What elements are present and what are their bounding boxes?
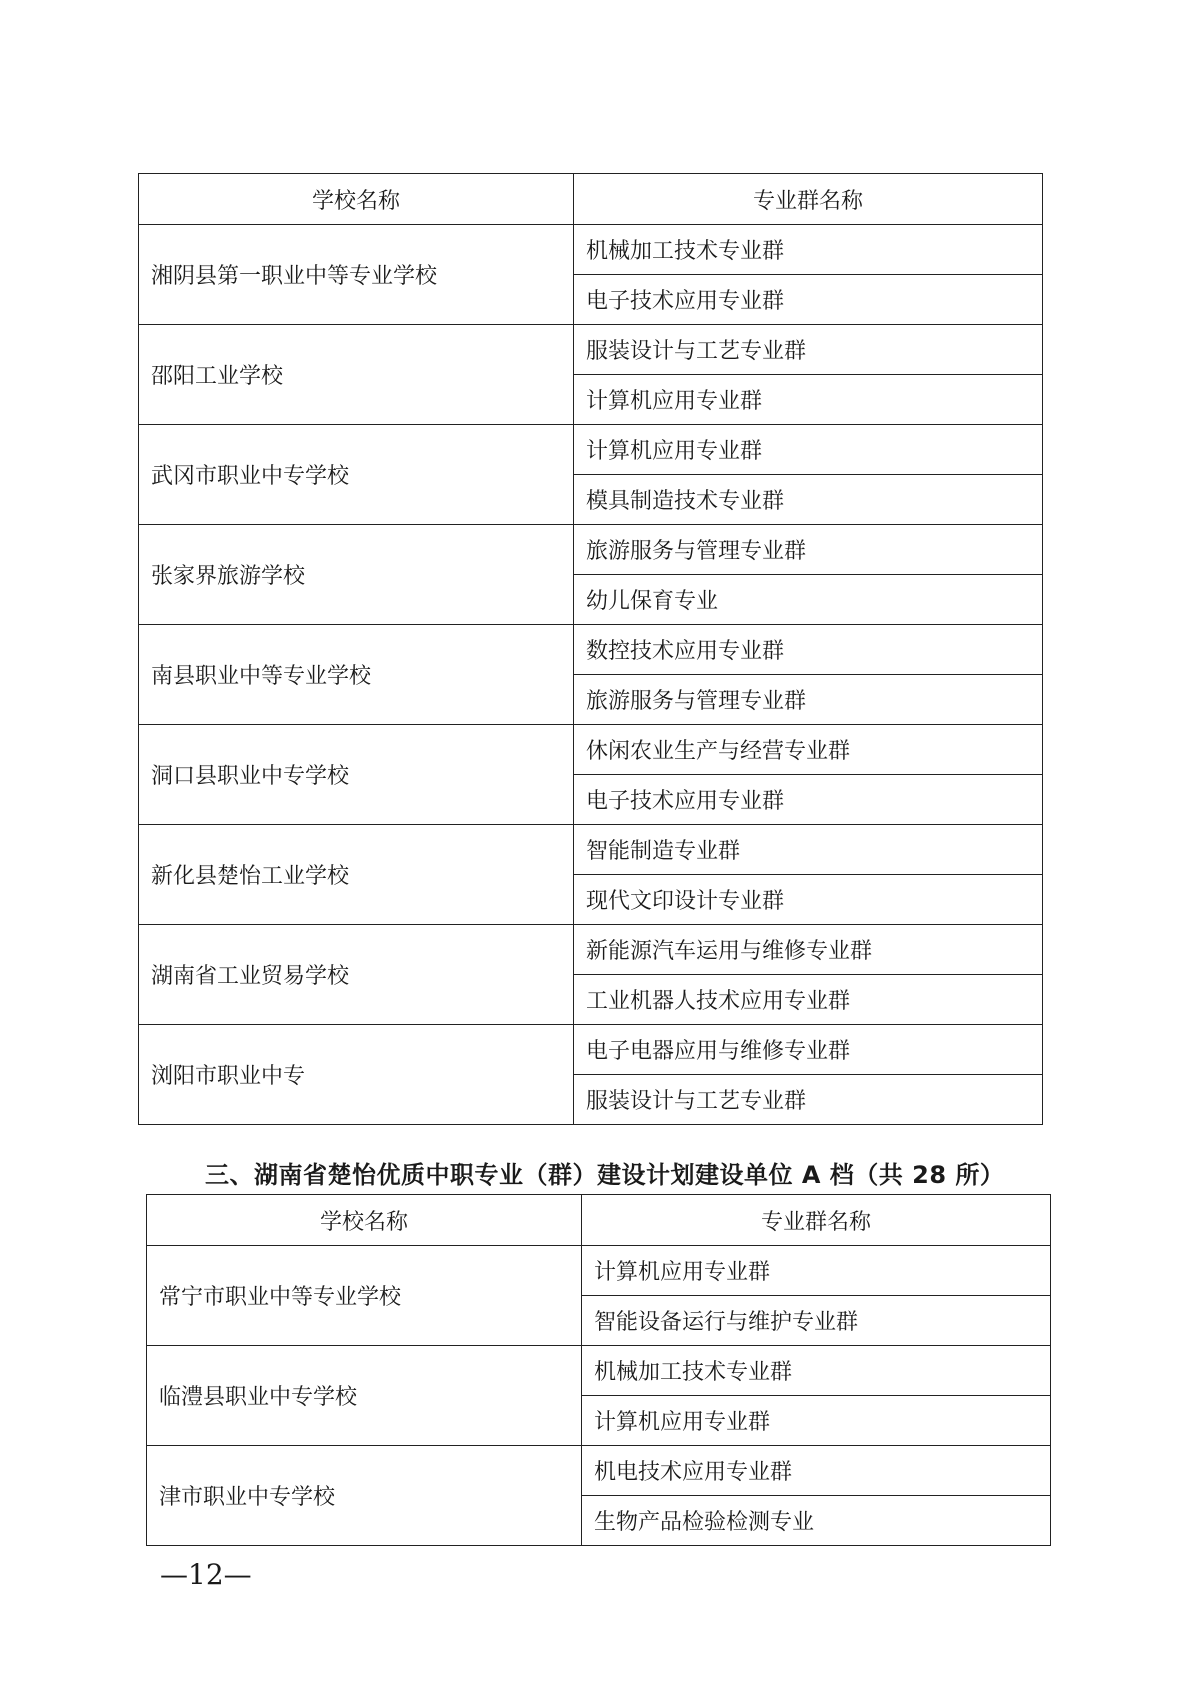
- table-row: [139, 425, 1043, 475]
- group-name-cell: 生物产品检验检测专业: [582, 1496, 1051, 1546]
- table-body: [147, 1195, 1051, 1546]
- school-name-cell: 湘阴县第一职业中等专业学校: [139, 225, 574, 325]
- group-name-cell: 服装设计与工艺专业群: [574, 325, 1043, 375]
- group-name-cell: 休闲农业生产与经营专业群: [574, 725, 1043, 775]
- school-name-cell: 新化县楚怡工业学校: [139, 825, 574, 925]
- group-name-cell: 机械加工技术专业群: [574, 225, 1043, 275]
- group-name-cell: 服装设计与工艺专业群: [574, 1075, 1043, 1125]
- school-table-2: [146, 1194, 1051, 1546]
- table-row: [139, 925, 1043, 975]
- group-name-cell: 机械加工技术专业群: [582, 1346, 1051, 1396]
- school-table-1: [138, 173, 1043, 1125]
- group-name-cell: 机电技术应用专业群: [582, 1446, 1051, 1496]
- table-row: [139, 1025, 1043, 1075]
- group-name-cell: 旅游服务与管理专业群: [574, 675, 1043, 725]
- school-name-cell: 武冈市职业中专学校: [139, 425, 574, 525]
- table-row: [139, 625, 1043, 675]
- group-name-cell: 电子技术应用专业群: [574, 775, 1043, 825]
- school-name-cell: 湖南省工业贸易学校: [139, 925, 574, 1025]
- table-header-row: [139, 174, 1043, 225]
- group-name-cell: 现代文印设计专业群: [574, 875, 1043, 925]
- header-group-name: 专业群名称: [582, 1195, 1051, 1246]
- table-row: [139, 325, 1043, 375]
- header-school-name: 学校名称: [147, 1195, 582, 1246]
- group-name-cell: 计算机应用专业群: [582, 1246, 1051, 1296]
- header-group-name: 专业群名称: [574, 174, 1043, 225]
- group-name-cell: 旅游服务与管理专业群: [574, 525, 1043, 575]
- section-heading: 三、湖南省楚怡优质中职专业（群）建设计划建设单位 A 档（共 28 所）: [205, 1161, 1005, 1189]
- group-name-cell: 智能设备运行与维护专业群: [582, 1296, 1051, 1346]
- table-row: [147, 1346, 1051, 1396]
- school-name-cell: 临澧县职业中专学校: [147, 1346, 582, 1446]
- table-row: [139, 725, 1043, 775]
- group-name-cell: 计算机应用专业群: [574, 425, 1043, 475]
- group-name-cell: 电子电器应用与维修专业群: [574, 1025, 1043, 1075]
- table-row: [139, 225, 1043, 275]
- group-name-cell: 计算机应用专业群: [574, 375, 1043, 425]
- school-name-cell: 津市职业中专学校: [147, 1446, 582, 1546]
- school-name-cell: 浏阳市职业中专: [139, 1025, 574, 1125]
- table-body: [139, 174, 1043, 1125]
- table-row: [139, 825, 1043, 875]
- group-name-cell: 幼儿保育专业: [574, 575, 1043, 625]
- group-name-cell: 数控技术应用专业群: [574, 625, 1043, 675]
- school-name-cell: 洞口县职业中专学校: [139, 725, 574, 825]
- table-row: [139, 525, 1043, 575]
- school-name-cell: 邵阳工业学校: [139, 325, 574, 425]
- school-name-cell: 南县职业中等专业学校: [139, 625, 574, 725]
- group-name-cell: 计算机应用专业群: [582, 1396, 1051, 1446]
- group-name-cell: 新能源汽车运用与维修专业群: [574, 925, 1043, 975]
- school-name-cell: 常宁市职业中等专业学校: [147, 1246, 582, 1346]
- table-row: [147, 1246, 1051, 1296]
- group-name-cell: 智能制造专业群: [574, 825, 1043, 875]
- header-school-name: 学校名称: [139, 174, 574, 225]
- table-header-row: [147, 1195, 1051, 1246]
- group-name-cell: 电子技术应用专业群: [574, 275, 1043, 325]
- group-name-cell: 工业机器人技术应用专业群: [574, 975, 1043, 1025]
- page-number: —12—: [160, 1558, 252, 1591]
- school-name-cell: 张家界旅游学校: [139, 525, 574, 625]
- group-name-cell: 模具制造技术专业群: [574, 475, 1043, 525]
- table-row: [147, 1446, 1051, 1496]
